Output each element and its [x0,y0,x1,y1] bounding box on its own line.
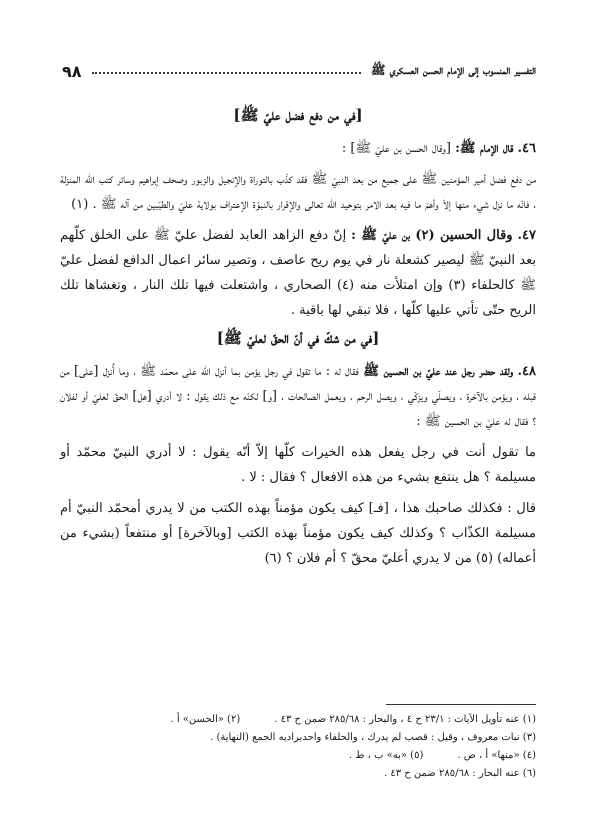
paragraph [60,496,536,571]
paragraph [60,359,536,434]
paragraph [60,136,536,161]
section-heading: [في من شكّ في أنّ الحقّ لعليّ ﷺ] [216,329,380,347]
hadith-lead: قال الإمام ﷺ: [455,141,514,156]
paragraph-text: فقال له : ما تقول في رجل يؤمن بما أنزل الله على محمّد ﷺ ، وما أُنزل [على] من قبله ، ويؤمن بالآخرة ، ويصلّي ويزكّي ، ويصل الرحم ، ويعمل الصالحات ، [و] لكنّه مع ذلك يقول : لا أدري [هل] الحقّ لعليّ أو لفلان ؟ فقال له عليّ بن الحسين ﷺ : [60,364,536,429]
hadith-lead: ولقد حضر رجل عند عليّ بن الحسين ﷺ [363,364,514,379]
footnote-rule [386,704,536,705]
hadith-number: ٤٨. [517,364,536,379]
footnotes [60,704,536,783]
paragraph [60,167,536,217]
footnote: (٤) «منها» أ ، ص . [457,750,536,761]
footnote: (٣) نبات معروف ، وقيل : قصب لم يدرك ، والحلفاء واحدبراديه الجمع (النهاية) . [210,732,536,743]
footnote: (٦) عنه البحار : ٢٨٥/٦٨ ضمن ح ٤٣ . [383,768,536,779]
paragraph-text: [وقال الحسن بن عليّ ﷺ] : [341,141,451,156]
footnote: (٢) «الحسن» أ . [170,714,241,725]
paragraph [60,440,536,490]
paragraph-text: من دفع فضل أمير المؤمنين ﷺ على جميع من بعد النبيّ ﷺ فقد كذّب بالتوراة والإنجيل والزبور وصحف إبراهيم وسائر كتب الله المنزلة ، فانّه ما نزل شيء منها إلاّ وأهمّ ما فيه بعد الامر بتوحيد الله تعالى والإقرار بالنبوّة الإعتراف بولاية عليّ والطيّبين من آله ﷺ . (١) [60,172,536,212]
hadith-lead: وقال الحسين (٢) بن عليّ ﷺ : [351,228,513,243]
section-heading: [في من دفع فضل عليّ ﷺ] [233,106,363,124]
paragraph [60,223,536,323]
footnote-row [60,747,536,765]
paragraph-text: إنّ دفع الزاهد العابد لفضل عليّ ﷺ على الخلق كلّهم بعد النبيّ ﷺ ليصير كشعلة نار في يوم ريح عاصف ، وتصير سائر اعمال الدافع لفضل عليّ ﷺ كالحلفاء (٣) وإن امتلأت منه (٤) الصحاري ، واشتعلت فيها تلك النار ، وتغشاها تلك الريح حتّى تأتي عليها كلّها ، فلا تبقي لها باقية . [60,228,536,318]
running-title: التفسير المنسوب إلى الإمام الحسن العسكري ﷺ [370,62,536,77]
footnote: (١) عنه تأويل الآيات : ٢٣/١ ح ٤ ، والبحار : ٢٨٥/٦٨ ضمن ح ٤٣ . [274,714,536,725]
page-header [62,60,536,82]
paragraph-text: ما تقول أنت في رجل يفعل هذه الخيرات كلّها إلاّ أنّه يقول : لا أدري النبيّ محمّد أو مسيلمة ؟ هل ينتفع بشيء من هذه الافعال ؟ فقال : لا . [60,445,536,485]
page-number: ٩٨ [62,61,82,81]
footnote: (٥) «به» ب ، ط . [348,750,424,761]
hadith-number: ٤٧. [517,228,537,243]
main-text [60,100,536,577]
footnote-row [60,711,536,729]
hadith-number: ٤٦. [517,141,536,156]
paragraph-text: قال : فكذلك صاحبك هذا ، [فـ] كيف يكون مؤمناً بهذه الكتب من لا يدري أمحمّد النبيّ أم مسيلمة الكذّاب ؟ وكذلك كيف يكون مؤمناً بهذه الكتب [وبالآخرة] أو منتفعاً (بشيء من أعماله) (٥) من لا يدري أعليّ محقّ ؟ أم فلان ؟ (٦) [60,501,536,566]
header-dotted-rule [92,72,361,74]
